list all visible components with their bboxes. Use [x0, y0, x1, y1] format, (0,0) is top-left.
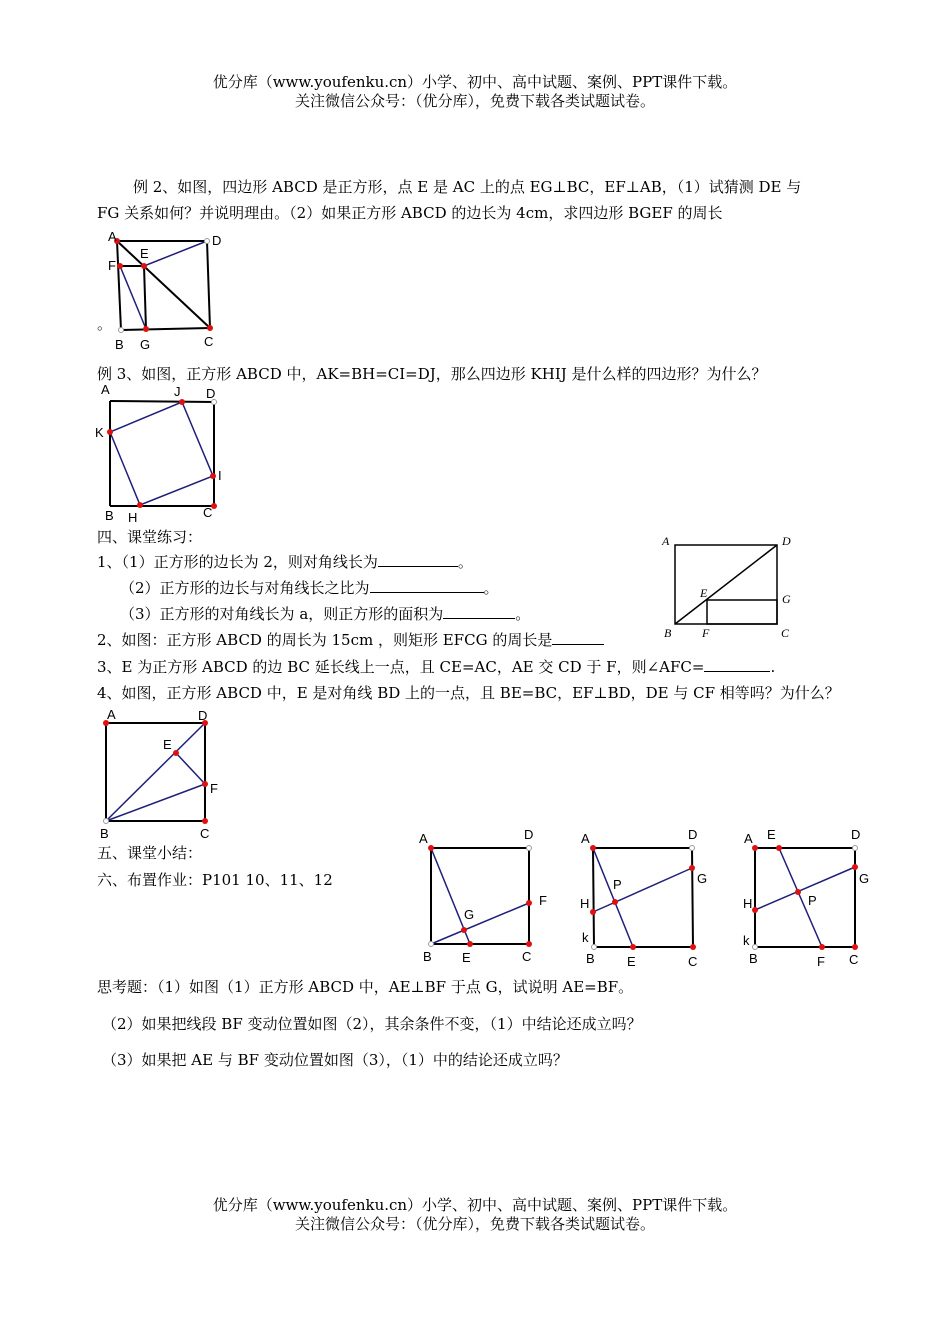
- label-g: G: [782, 592, 791, 606]
- figure-point-label: H: [580, 896, 590, 911]
- figure-point-label: A: [419, 831, 428, 846]
- practice-q2: 2、如图：正方形 ABCD 的周长为 15cm ，则矩形 EFCG 的周长是: [97, 630, 604, 650]
- label-f: F: [702, 626, 710, 640]
- label-g: G: [140, 337, 151, 352]
- homework-text: 六、布置作业：P101 10、11、12: [97, 871, 333, 889]
- label-b: B: [664, 626, 672, 640]
- figure-point: [852, 864, 858, 870]
- figure-point-label: E: [767, 827, 776, 842]
- label-e: E: [140, 246, 149, 261]
- label-f: F: [108, 258, 116, 273]
- label-b: B: [100, 826, 109, 841]
- practice-q1a: 1、（1）正方形的边长为 2，则对角线长为 。: [97, 553, 473, 571]
- label-i: I: [218, 468, 222, 483]
- header-line-1: 优分库（www.youfenku.cn）小学、初中、高中试题、案例、PPT课件下载。: [212, 73, 738, 91]
- figure-point-label: D: [688, 827, 698, 842]
- figure-point-label: P: [613, 877, 622, 892]
- label-h: H: [128, 510, 138, 525]
- figure-point: [852, 944, 858, 950]
- figure-point-label: C: [522, 949, 532, 964]
- footer-line-1: 优分库（www.youfenku.cn）小学、初中、高中试题、案例、PPT课件下载。: [212, 1196, 738, 1214]
- figure-point-label: C: [688, 954, 698, 969]
- practice-q1b: （2）正方形的边长与对角线长之比为 。: [120, 579, 499, 597]
- label-f: F: [210, 781, 218, 796]
- figure-point-label: E: [627, 954, 636, 969]
- practice-q1c: （3）正方形的对角线长为 a，则正方形的面积为 。: [120, 605, 531, 623]
- label-k: K: [95, 425, 104, 440]
- figure-point-label: G: [697, 871, 708, 886]
- label-a: A: [108, 229, 117, 244]
- figure-point-label: G: [464, 907, 475, 922]
- label-d: D: [198, 708, 208, 723]
- label-e: E: [700, 586, 708, 600]
- figure-point-label: H: [743, 896, 753, 911]
- figure-point-label: E: [462, 950, 471, 965]
- figure-point-label: k: [582, 930, 589, 945]
- example2-line-1: 例 2、如图，四边形 ABCD 是正方形，点 E 是 AC 上的点 EG⊥BC，EF⊥AB，（1）试猜测 DE 与: [133, 178, 802, 196]
- figure-point-label: F: [817, 954, 825, 969]
- label-j: J: [174, 384, 181, 399]
- figure-point-label: F: [539, 893, 547, 908]
- label-d: D: [782, 534, 791, 548]
- practice-q3: 3、E 为正方形 ABCD 的边 BC 延长线上一点，且 CE=AC，AE 交 CD 于 F，则∠AFC= .: [97, 658, 776, 676]
- figure-point-label: B: [423, 949, 432, 964]
- figure-point-label: C: [849, 952, 859, 967]
- figure-point: [853, 846, 858, 851]
- label-e: E: [163, 737, 172, 752]
- figure-point: [752, 907, 758, 913]
- figure-point-label: D: [851, 827, 861, 842]
- label-b: B: [115, 337, 124, 352]
- label-a: A: [107, 707, 116, 722]
- figure-point: [819, 944, 825, 950]
- label-c: C: [200, 826, 210, 841]
- label-b: B: [105, 508, 114, 523]
- label-d: D: [212, 233, 222, 248]
- label-c: C: [204, 334, 214, 349]
- example2-mark: 。: [97, 315, 113, 333]
- think-q3: （3）如果把 AE 与 BF 变动位置如图（3），（1）中的结论还成立吗？: [102, 1051, 568, 1069]
- practice-title: 四、课堂练习：: [97, 528, 203, 546]
- label-c: C: [781, 626, 790, 640]
- figure-point: [795, 889, 801, 895]
- figure-point-label: B: [749, 951, 758, 966]
- figure-point-label: k: [743, 933, 750, 948]
- think-q2: （2）如果把线段 BF 变动位置如图（2），其余条件不变，（1）中结论还成立吗？: [102, 1015, 642, 1033]
- figure-point-label: B: [586, 951, 595, 966]
- practice-q4: 4、如图，正方形 ABCD 中，E 是对角线 BD 上的一点，且 BE=BC，EF⊥BD，DE 与 CF 相等吗？为什么？: [97, 684, 840, 702]
- think-q1: 思考题：（1）如图（1）正方形 ABCD 中，AE⊥BF 于点 G，试说明 AE=BF。: [97, 978, 634, 996]
- figure-point-label: G: [859, 871, 870, 886]
- figure-point: [753, 945, 758, 950]
- summary-title: 五、课堂小结：: [97, 844, 203, 862]
- label-a: A: [662, 534, 670, 548]
- figure-point-label: P: [808, 893, 817, 908]
- figure-point-label: A: [744, 831, 753, 846]
- example2-line-2: FG 关系如何？并说明理由。（2）如果正方形 ABCD 的边长为 4cm，求四边形 BGEF 的周长: [97, 204, 723, 222]
- label-c: C: [203, 505, 213, 520]
- footer-line-2: 关注微信公众号：（优分库），免费下载各类试题试卷。: [294, 1215, 655, 1233]
- figure-point-label: A: [581, 831, 590, 846]
- header-line-2: 关注微信公众号：（优分库），免费下载各类试题试卷。: [294, 92, 655, 110]
- figure-segment: [755, 867, 855, 910]
- figure-point: [752, 845, 758, 851]
- example3-text: 例 3、如图，正方形 ABCD 中，AK=BH=CI=DJ，那么四边形 KHIJ 是什么样的四边形？为什么？: [97, 365, 767, 383]
- label-a: A: [101, 382, 110, 397]
- figure-point: [776, 845, 782, 851]
- figure-point-label: D: [524, 827, 534, 842]
- label-d: D: [206, 386, 216, 401]
